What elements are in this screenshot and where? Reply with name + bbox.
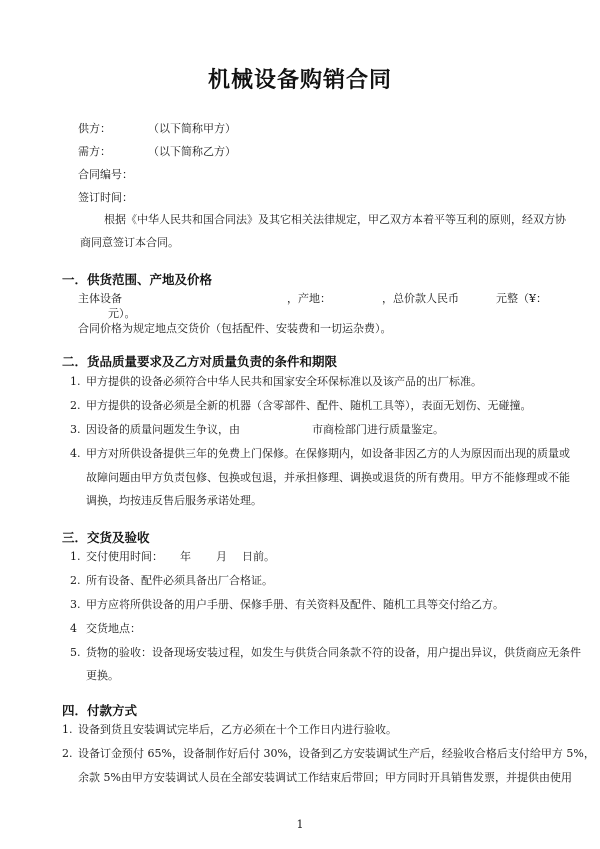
item-text: 所有设备、配件必须具备出厂合格证。 (86, 574, 273, 587)
section-1-origin: ，产地： (287, 292, 331, 305)
item-text: 货物的验收：设备现场安装过程，如发生与供货合同条款不符的设备，用户提出异议，供货商应无条件 (86, 646, 581, 659)
preamble-line-1: 根据《中华人民共和国合同法》及其它相关法律规定，甲乙双方本着平等互利的原则，经双方协 (104, 213, 566, 226)
buyer-note: （以下简称乙方） (148, 145, 236, 158)
buyer-label: 需方： (78, 145, 111, 158)
section-2-item (70, 423, 240, 437)
item-text: 甲方提供的设备必须是全新的机器（含零部件、配件、随机工具等），表面无划伤、无碰撞。 (86, 399, 532, 412)
item-number: 4. (70, 447, 81, 460)
section-2-item (70, 447, 570, 461)
page-number: 1 (296, 818, 304, 831)
item-text-continued: 故障问题由甲方负责包修、包换或包退，并承担修理、调换或退货的所有费用。甲方不能修理或不能 (86, 471, 570, 484)
section-4-heading: 四．付款方式 (62, 703, 138, 718)
item-number: 5. (70, 646, 81, 659)
item-number: 2. (70, 574, 81, 587)
item-text-continued: 余款 5%由甲方安装调试人员在全部安装调试工作结束后带回；甲方同时开具销售发票，并提供由使用 (78, 771, 572, 784)
item-number: 2. (70, 399, 81, 412)
item-text-continued: 市商检部门进行质量鉴定。 (312, 423, 444, 436)
section-3-item (70, 574, 273, 588)
section-2-item (70, 375, 482, 389)
section-2-item (70, 399, 532, 413)
item-text-continued: 调换，均按违反售后服务承诺处理。 (86, 494, 262, 507)
item-number: 1. (62, 723, 73, 736)
section-1-yuan: 元整（¥： (496, 292, 547, 305)
preamble-line-2: 商同意签订本合同。 (80, 236, 179, 249)
section-3-item (70, 550, 163, 564)
section-1-price-note: 合同价格为规定地点交货价（包括配件、安装费和一切运杂费）。 (78, 322, 392, 335)
item-text: 甲方应将所供设备的用户手册、保修手册、有关资料及配件、随机工具等交付给乙方。 (86, 598, 504, 611)
item-text: 交付使用时间： (86, 550, 163, 563)
delivery-month: 月 (216, 550, 227, 563)
item-number: 3. (70, 598, 81, 611)
item-text: 甲方对所供设备提供三年的免费上门保修。在保修期内，如设备非因乙方的人为原因而出现的质量或 (86, 447, 570, 460)
section-1-yuan-close: 元）。 (108, 307, 136, 320)
section-1-total-price: ，总价款人民币 (382, 292, 459, 305)
item-number: 1. (70, 375, 81, 388)
item-text: 交货地点： (86, 622, 141, 635)
item-number: 4 (70, 622, 77, 635)
item-text-continued: 更换。 (86, 669, 119, 682)
contract-number-label: 合同编号： (78, 168, 133, 181)
delivery-year: 年 (180, 550, 191, 563)
delivery-day: 日前。 (242, 550, 275, 563)
item-text: 设备到货且安装调试完毕后，乙方必须在十个工作日内进行验收。 (78, 723, 397, 736)
item-text: 甲方提供的设备必须符合中华人民共和国家安全环保标准以及该产品的出厂标准。 (86, 375, 482, 388)
section-3-item (70, 598, 504, 612)
section-4-item (62, 723, 397, 737)
supplier-label: 供方： (78, 122, 111, 135)
section-1-heading: 一．供货范围、产地及价格 (62, 272, 213, 287)
section-3-item (70, 622, 141, 636)
section-3-heading: 三．交货及验收 (62, 530, 150, 545)
section-1-main-equipment: 主体设备 (78, 292, 122, 305)
supplier-note: （以下简称甲方） (148, 122, 236, 135)
document-title: 机械设备购销合同 (207, 67, 392, 93)
section-2-heading: 二．货品质量要求及乙方对质量负责的条件和期限 (62, 354, 338, 369)
section-4-item (62, 747, 595, 761)
item-number: 3. (70, 423, 81, 436)
item-number: 2. (62, 747, 73, 760)
item-text: 设备订金预付 65%，设备制作好后付 30%，设备到乙方安装调试生产后，经验收合格后支付给甲方 5%， (78, 747, 595, 760)
item-number: 1. (70, 550, 81, 563)
section-3-item (70, 646, 581, 660)
item-text: 因设备的质量问题发生争议，由 (86, 423, 240, 436)
sign-time-label: 签订时间： (78, 191, 133, 204)
